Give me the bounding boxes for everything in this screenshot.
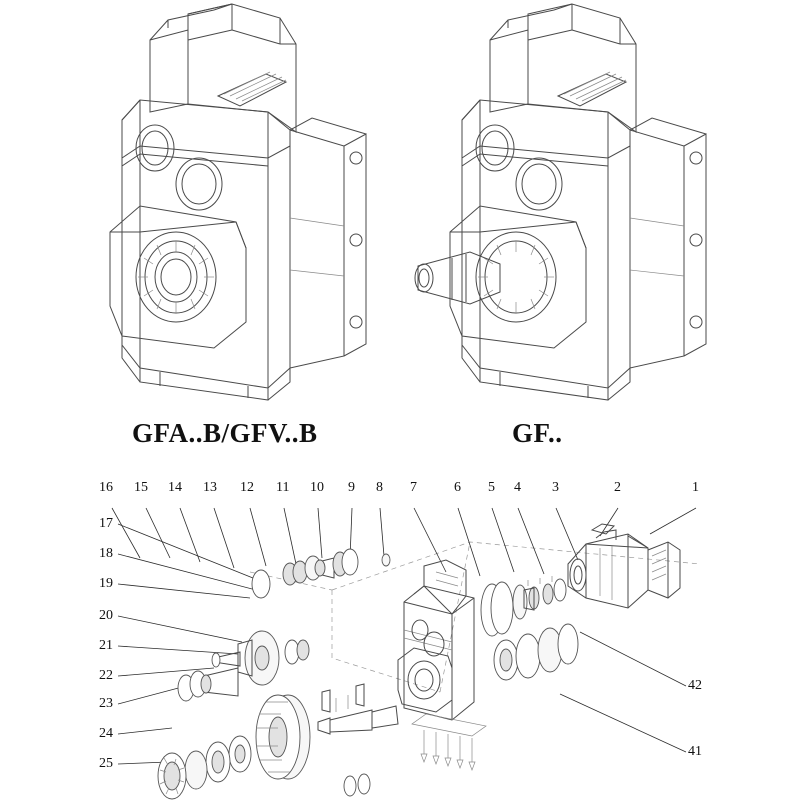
callout-20: 20 [99,608,113,623]
exploded-view-area [0,462,800,800]
callout-13: 13 [203,480,217,495]
callout-16: 16 [99,480,113,495]
callout-9: 9 [348,480,355,495]
callout-4: 4 [514,480,521,495]
callout-1: 1 [692,480,699,495]
callout-18: 18 [99,546,113,561]
exploded-seals [481,576,578,680]
callout-23: 23 [99,696,113,711]
exploded-gear-upper [178,631,309,701]
callout-3: 3 [552,480,559,495]
exploded-housing [398,560,486,770]
callout-41: 41 [688,744,702,759]
callout-42: 42 [688,678,702,693]
callout-8: 8 [376,480,383,495]
exploded-motor-adapter [568,524,680,608]
callout-12: 12 [240,480,254,495]
exploded-bottom-hardware [344,774,370,796]
gearbox-right-view [415,4,706,400]
callout-25: 25 [99,756,113,771]
callout-14: 14 [168,480,182,495]
callout-6: 6 [454,480,461,495]
callout-22: 22 [99,668,113,683]
callout-11: 11 [276,480,290,495]
figure-caption-left: GFA..B/GFV..B [132,418,318,448]
exploded-gear-lower [158,695,310,799]
figure-caption-right: GF.. [512,418,563,448]
gearbox-left-view [110,4,366,400]
callout-17: 17 [99,516,113,531]
callout-21: 21 [99,638,113,653]
callout-24: 24 [99,726,113,741]
exploded-assembly-svg [0,462,800,800]
callout-10: 10 [310,480,324,495]
callout-5: 5 [488,480,495,495]
exploded-small-parts [252,549,390,598]
callout-7: 7 [410,480,417,495]
callout-19: 19 [99,576,113,591]
callout-2: 2 [614,480,621,495]
callout-15: 15 [134,480,148,495]
exploded-shafts [318,684,398,734]
